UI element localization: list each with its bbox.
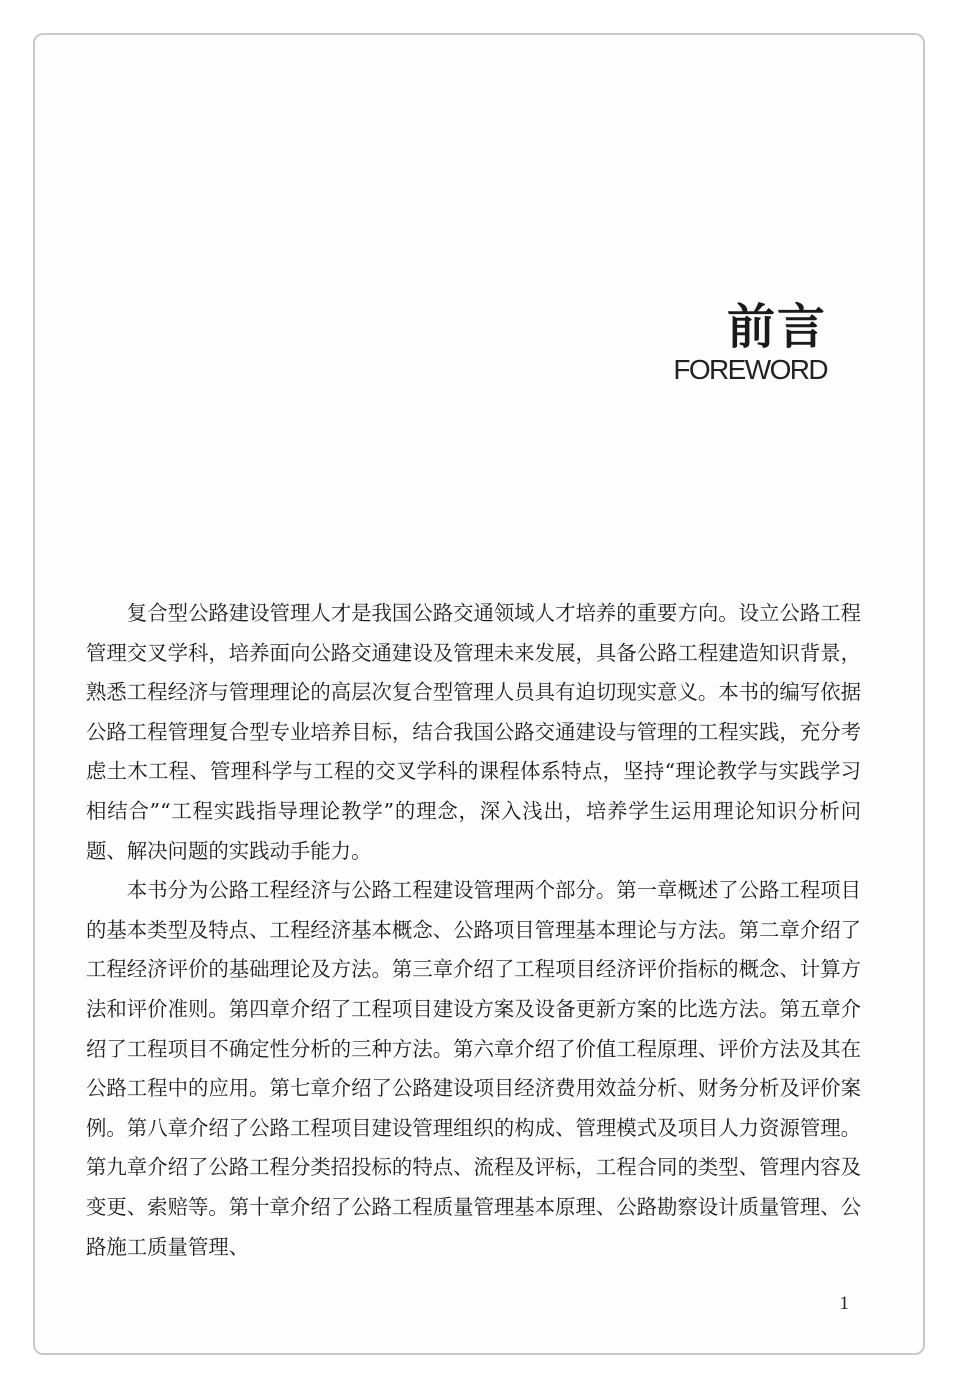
- page-subtitle: FOREWORD: [673, 354, 827, 385]
- paragraph: 本书分为公路工程经济与公路工程建设管理两个部分。第一章概述了公路工程项目的基本类型及特点、工程经济基本概念、公路项目管理基本理论与方法。第二章介绍了工程经济评价的基础理论及方法。第三章介绍了工程项目经济评价指标的概念、计算方法和评价准则。第四章介绍了工程项目建设方案及设备更新方案的比选方法。第五章介绍了工程项目不确定性分析的三种方法。第六章介绍了价值工程原理、评价方法及其在公路工程中的应用。第七章介绍了公路建设项目经济费用效益分析、财务分析及评价案例。第八章介绍了公路工程项目建设管理组织的构成、管理模式及项目人力资源管理。第九章介绍了公路工程分类招投标的特点、流程及评标，工程合同的类型、管理内容及变更、索赔等。第十章介绍了公路工程质量管理基本原理、公路勘察设计质量管理、公路施工质量管理、: [86, 878, 861, 1259]
- page-title: 前言: [726, 299, 827, 355]
- heading-block: [673, 297, 827, 385]
- body-text: [86, 594, 861, 1267]
- page-number: 1: [839, 1293, 849, 1314]
- paragraph: 复合型公路建设管理人才是我国公路交通领域人才培养的重要方向。设立公路工程管理交叉学科，培养面向公路交通建设及管理未来发展，具备公路工程建造知识背景，熟悉工程经济与管理理论的高层次复合型管理人员具有迫切现实意义。本书的编写依据公路工程管理复合型专业培养目标，结合我国公路交通建设与管理的工程实践，充分考虑土木工程、管理科学与工程的交叉学科的课程体系特点，坚持“理论教学与实践学习相结合”“工程实践指导理论教学”的理念，深入浅出，培养学生运用理论知识分析问题、解决问题的实践动手能力。: [86, 601, 861, 863]
- document-page: [33, 33, 925, 1355]
